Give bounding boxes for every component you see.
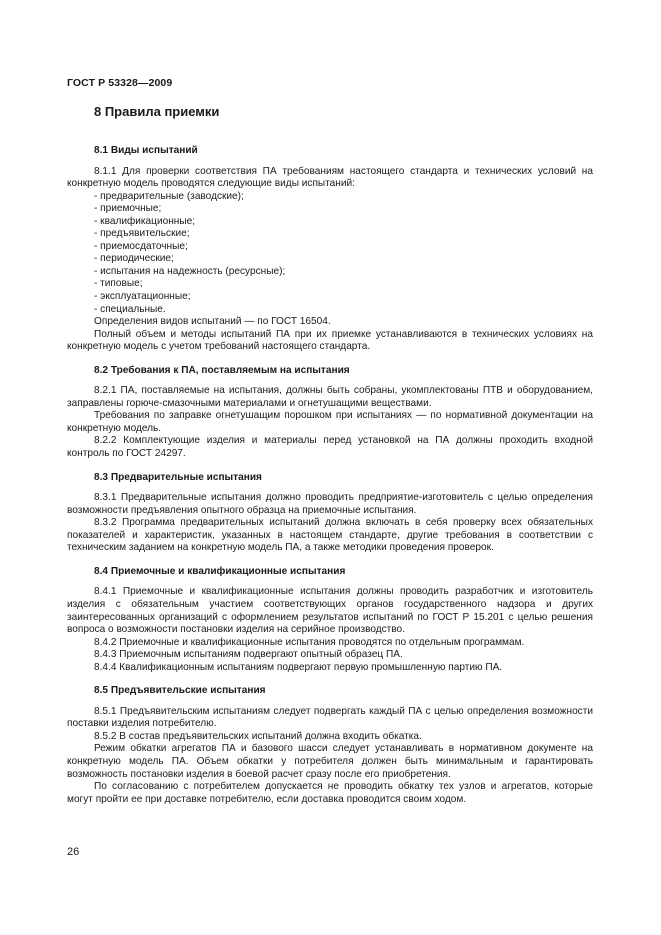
paragraph: 8.4.2 Приемочные и квалификационные испытания проводятся по отдельным программам. xyxy=(94,636,525,648)
section-heading-8-4: 8.4 Приемочные и квалификационные испытания xyxy=(94,565,346,577)
paragraph: 8.1.1 Для проверки соответствия ПА требованиям настоящего стандарта и технических условий на конкретную модель проводятся следующие виды испытаний: xyxy=(67,165,593,190)
section-heading-8-2: 8.2 Требования к ПА, поставляемым на испытания xyxy=(94,364,350,376)
paragraph: 8.5.2 В состав предъявительских испытаний должна входить обкатка. xyxy=(94,730,422,742)
paragraph: Полный объем и методы испытаний ПА при их приемке устанавливаются в технических условиях на конкретную модель с учетом требований настоящего стандарта. xyxy=(67,328,593,353)
paragraph: По согласованию с потребителем допускается не проводить обкатку тех узлов и агрегатов, которые могут пройти ее при доставке потребителю, если доставка проводится своим ходом. xyxy=(67,781,593,805)
section-8-4 xyxy=(67,586,593,674)
paragraph: 8.5.1 Предъявительским испытаниям следует подвергать каждый ПА с целью определения возможности поставки изделия потребителю. xyxy=(67,705,593,730)
paragraph: Требования по заправке огнетушащим порошком при испытаниях — по нормативной документации на конкретную модель. xyxy=(67,410,593,434)
paragraph: Определения видов испытаний — по ГОСТ 16504. xyxy=(94,316,331,328)
chapter-title: 8 Правила приемки xyxy=(94,104,220,119)
paragraph: 8.2.2 Комплектующие изделия и материалы перед установкой на ПА должны проходить входной контроль по ГОСТ 24297. xyxy=(67,435,593,460)
list-item: - квалификационные; xyxy=(94,215,196,227)
list-item: - типовые; xyxy=(94,278,143,290)
paragraph: 8.3.1 Предварительные испытания должно проводить предприятие-изготовитель с целью определения возможности предъявления опытного образца на приемочные испытания. xyxy=(67,492,593,516)
paragraph: Режим обкатки агрегатов ПА и базового шасси следует устанавливать в нормативном документе на конкретную модель ПА. Объем обкатки у потребителя должен быть минимальным и гарантировать возможность постановки изделия в боевой расчет сразу после его приобретения. xyxy=(67,743,593,780)
list-item: - приемосдаточные; xyxy=(94,240,188,252)
paragraph: 8.4.1 Приемочные и квалификационные испытания должны проводить разработчик и изготовитель изделия с обязательным участием соответствующих органов государственного надзора и других заинтересованных организаций с оформлением результатов испытаний по ГОСТ Р 15.201 с целью решения вопроса о возможности постановки изделия на серийное производство. xyxy=(67,586,593,636)
section-8-5 xyxy=(67,706,593,806)
paragraph: 8.4.4 Квалификационным испытаниям подвергают первую промышленную партию ПА. xyxy=(94,661,503,673)
section-8-1 xyxy=(67,166,593,354)
paragraph: 8.2.1 ПА, поставляемые на испытания, должны быть собраны, укомплектованы ПТВ и оборудованием, заправлены горюче-смазочными материалами и огнетушащими веществами. xyxy=(67,385,593,409)
list-item: - предварительные (заводские); xyxy=(94,190,244,202)
document-body xyxy=(67,104,593,817)
section-heading-8-1: 8.1 Виды испытаний xyxy=(94,145,198,156)
list-item: - испытания на надежность (ресурсные); xyxy=(94,265,286,277)
list-item: - специальные. xyxy=(94,303,166,315)
section-8-3 xyxy=(67,492,593,555)
list-item: - предъявительские; xyxy=(94,228,190,240)
section-8-2 xyxy=(67,385,593,460)
page-number: 26 xyxy=(67,846,80,858)
paragraph: 8.3.2 Программа предварительных испытаний должна включать в себя проверку всех обязательных показателей и характеристик, указанных в настоящем стандарте, другие требования в соответствии с техническим заданием на конкретную модель ПА, а также методики проведения проверок. xyxy=(67,517,593,554)
section-heading-8-5: 8.5 Предъявительские испытания xyxy=(94,685,266,697)
list-item: - периодические; xyxy=(94,253,174,265)
document-code-header: ГОСТ Р 53328—2009 xyxy=(67,77,173,89)
list-item: - эксплуатационные; xyxy=(94,291,191,303)
list-item: - приемочные; xyxy=(94,203,162,215)
paragraph: 8.4.3 Приемочным испытаниям подвергают опытный образец ПА. xyxy=(94,649,403,661)
section-heading-8-3: 8.3 Предварительные испытания xyxy=(94,471,262,483)
